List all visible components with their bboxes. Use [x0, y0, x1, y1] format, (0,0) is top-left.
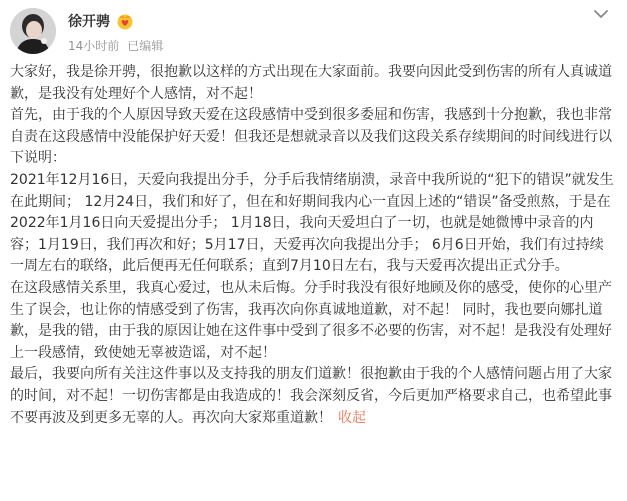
edited-label: 已编辑 [127, 39, 164, 53]
paragraph-first: 首先，由于我的个人原因导致天爱在这段感情中受到很多委屈和伤害，我感到十分抱歉，我也非常自责在这段感情中没能保护好天爱！但我还是想就录音以及我们这段关系存续期间的时间线进行以下说明： [10, 107, 612, 167]
post-body [10, 62, 617, 429]
post-meta [68, 37, 163, 54]
paragraph-final [10, 364, 617, 429]
collapse-link[interactable]: 收起 [338, 409, 366, 426]
post-time[interactable]: 14小时前 [68, 39, 120, 53]
heart-crown-badge-icon[interactable] [116, 12, 134, 30]
author-row [68, 10, 134, 32]
paragraph-apology: 在这段感情关系里，我真心爱过，也从未后悔。分手时我没有很好地顾及你的感受，使你的心里产生了误会，也让你的情感受到了伤害，我再次向你真诚地道歉，对不起！ 同时，我也要向娜扎道歉，是我的错，由于我的原因让她在这件事中受到了很多不必要的伤害，对不起！是我没有处理好上一段感情，致使她无辜被造谣，对不起！ [10, 279, 612, 361]
more-options-button[interactable] [589, 6, 613, 22]
avatar[interactable] [10, 8, 56, 54]
paragraph-timeline: 2021年12月16日，天爱向我提出分手，分手后我情绪崩溃，录音中我所说的“犯下的错误”就发生在此期间； 12月24日，我们和好了，但在和好期间我内心一直因上述的“错误”备受煎熬，于是在2022年1月16日向天爱提出分手； 1月18日，我向天爱坦白了一切，也就是她微博中录音的内容；1月19日，我们再次和好；5月17日，天爱再次向我提出分手； 6月6日开始，我们有过持续一周左右的联络，此后便再无任何联系；直到7月10日左右，我与天爱再次提出正式分手。 [10, 171, 614, 275]
chevron-down-icon [593, 9, 609, 19]
paragraph-greeting: 大家好，我是徐开骋，很抱歉以这样的方式出现在大家面前。我要向因此受到伤害的所有人真诚道歉，是我没有处理好个人感情，对不起！ [10, 64, 612, 102]
post-header [0, 0, 627, 62]
paragraph-final-text: 最后，我要向所有关注这件事以及支持我的朋友们道歉！很抱歉由于我的个人感情问题占用了大家的时间，对不起！一切伤害都是由我造成的！我会深刻反省，今后更加严格要求自己，也希望此事不要再波及到更多无辜的人。再次向大家郑重道歉！ [10, 366, 612, 426]
author-name[interactable]: 徐开骋 [68, 14, 110, 30]
